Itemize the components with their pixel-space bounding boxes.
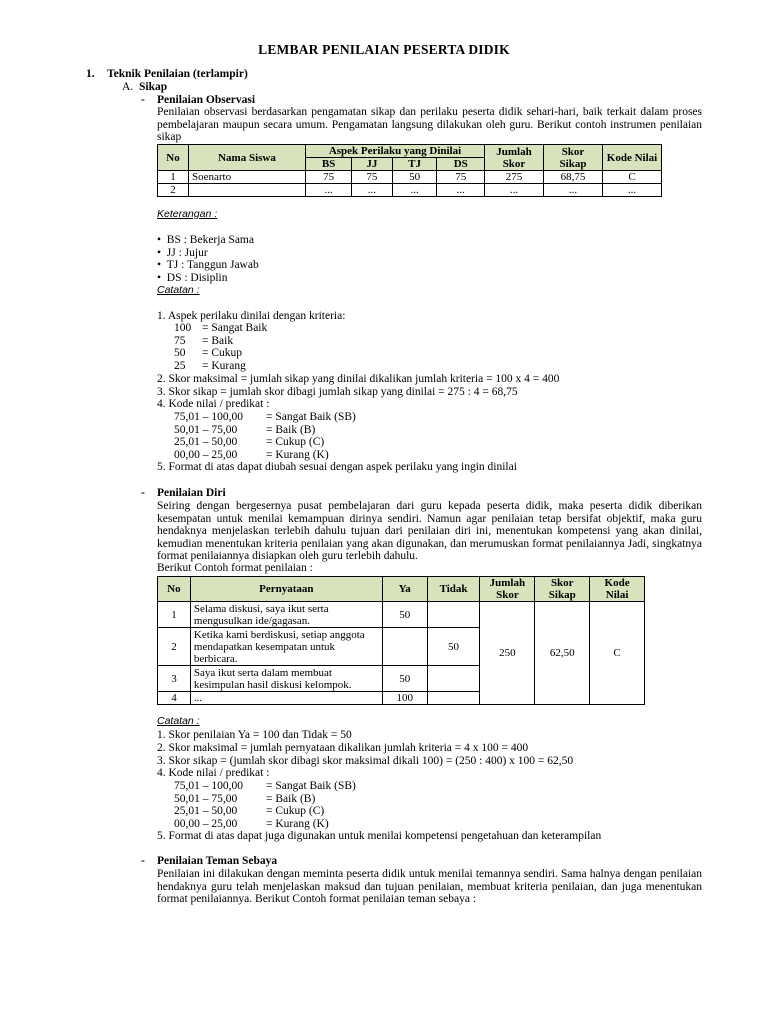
list-item: 50 = Cukup (174, 347, 243, 360)
header-kode: Kode Nilai (590, 577, 645, 602)
header-nama: Nama Siswa (189, 145, 306, 171)
cell: Ketika kami berdiskusi, setiap anggota mendapatkan kesempatan untuk berbicara. (190, 628, 382, 666)
list-item: 75 = Baik (174, 334, 234, 347)
list-item: 50,01 – 75,00 = Baik (B) (174, 792, 316, 805)
keterangan-list (157, 234, 259, 284)
predikat-list (174, 411, 356, 461)
note-3: 3. Skor sikap = jumlah skor dibagi jumlah sikap yang dinilai = 275 : 4 = 68,75 (157, 386, 518, 398)
section-heading: Teknik Penilaian (terlampir) (107, 68, 248, 80)
kriteria-list (174, 322, 267, 372)
cell: Soenarto (189, 171, 306, 184)
cell: 50 (427, 628, 480, 666)
header-no: No (158, 145, 189, 171)
observasi-paragraph: Penilaian observasi berdasarkan pengamatan sikap dan perilaku peserta didik sehari-hari, baik terkait dalam proses pembelajaran maupun secara umum. Pengamatan langsung dilakukan oleh guru. Berikut contoh instrumen penilaian sikap (157, 106, 702, 144)
cell-kode: C (590, 602, 645, 705)
observasi-heading: Penilaian Observasi (157, 94, 256, 106)
cell-jumlah: 250 (480, 602, 535, 705)
header-kode: Kode Nilai (603, 145, 662, 171)
header-jj: JJ (352, 158, 393, 171)
predikat-list (174, 780, 356, 830)
table-row (158, 184, 662, 197)
cell: 50 (382, 666, 427, 692)
diri-heading: Penilaian Diri (157, 487, 226, 499)
diri-paragraph-last: Berikut Contoh format penilaian : (157, 562, 313, 574)
observasi-table (157, 144, 662, 197)
cell: 275 (485, 171, 544, 184)
cell: 75 (437, 171, 485, 184)
cell: ... (603, 184, 662, 197)
cell: Selama diskusi, saya ikut serta mengusulkan ide/gagasan. (190, 602, 382, 628)
header-no: No (158, 577, 191, 602)
diri-paragraph: Seiring dengan bergesernya pusat pembelajaran dari guru kepada peserta didik, maka peserta didik diberikan kesempatan untuk menilai kemampuan dirinya sendiri. Namun agar penilaian tetap bersifat objektif, maka guru hendaknya menjelaskan terlebih dahulu tujuan dari penilaian diri ini, menentukan kompetensi yang akan dinilai, kemudian menentukan kriteria penilaian yang akan digunakan, dan merumuskan format penilaiannya Jadi, singkatnya format penilaiannya disiapkan oleh guru terlebih dahulu. (157, 500, 702, 563)
list-item: • TJ : Tanggun Jawab (157, 259, 259, 272)
header-tidak: Tidak (427, 577, 480, 602)
diri-table (157, 576, 645, 705)
header-skor: Skor Sikap (535, 577, 590, 602)
cell: ... (306, 184, 352, 197)
note-4: 4. Kode nilai / predikat : (157, 398, 270, 410)
header-ds: DS (437, 158, 485, 171)
note-1: 1. Aspek perilaku dinilai dengan kriteria: (157, 310, 346, 322)
list-item: 75,01 – 100,00 = Sangat Baik (SB) (174, 411, 356, 423)
keterangan-label: Keterangan : (157, 208, 218, 220)
cell: ... (544, 184, 603, 197)
note-3: 3. Skor sikap = (jumlah skor dibagi skor maksimal dikali 100) = (250 : 400) x 100 = 62,50 (157, 755, 574, 767)
list-item: 00,00 – 25,00 = Kurang (K) (174, 448, 329, 461)
cell: ... (190, 692, 382, 705)
cell: ... (437, 184, 485, 197)
table-row (158, 602, 645, 628)
bullet-dash: - (141, 94, 145, 106)
subsection-letter: A. (122, 81, 134, 93)
list-item: 25,01 – 50,00 = Cukup (C) (174, 436, 325, 449)
cell: 2 (158, 184, 189, 197)
cell: 2 (158, 628, 191, 666)
bullet-dash: - (141, 487, 145, 499)
cell: ... (352, 184, 393, 197)
note-1: 1. Skor penilaian Ya = 100 dan Tidak = 50 (157, 729, 352, 741)
table-row (158, 171, 662, 184)
cell-skor: 62,50 (535, 602, 590, 705)
note-5: 5. Format di atas dapat juga digunakan untuk menilai kompetensi pengetahuan dan keterampilan (157, 830, 602, 842)
cell: 100 (382, 692, 427, 705)
list-item: 25,01 – 50,00 = Cukup (C) (174, 805, 325, 818)
cell: ... (392, 184, 437, 197)
section-number: 1. (86, 68, 95, 80)
list-item: • JJ : Jujur (157, 246, 208, 259)
cell (382, 628, 427, 666)
cell: 68,75 (544, 171, 603, 184)
cell: 4 (158, 692, 191, 705)
catatan-label: Catatan : (157, 284, 200, 296)
cell: Saya ikut serta dalam membuat kesimpulan hasil diskusi kelompok. (190, 666, 382, 692)
note-4: 4. Kode nilai / predikat : (157, 767, 270, 779)
cell: 3 (158, 666, 191, 692)
cell (427, 666, 480, 692)
header-skor: Skor Sikap (544, 145, 603, 171)
cell (189, 184, 306, 197)
list-item: • DS : Disiplin (157, 271, 228, 284)
bullet-dash: - (141, 855, 145, 867)
list-item: 100 = Sangat Baik (174, 322, 268, 334)
note-2: 2. Skor maksimal = jumlah sikap yang dinilai dikalikan jumlah kriteria = 100 x 4 = 400 (157, 373, 560, 385)
note-5: 5. Format di atas dapat diubah sesuai dengan aspek perilaku yang ingin dinilai (157, 461, 517, 473)
cell: 50 (382, 602, 427, 628)
cell: 75 (352, 171, 393, 184)
list-item: 25 = Kurang (174, 359, 246, 372)
teman-heading: Penilaian Teman Sebaya (157, 855, 278, 867)
cell: 1 (158, 602, 191, 628)
cell: ... (485, 184, 544, 197)
subsection-heading: Sikap (139, 81, 168, 93)
cell (427, 602, 480, 628)
note-2: 2. Skor maksimal = jumlah pernyataan dikalikan jumlah kriteria = 4 x 100 = 400 (157, 742, 529, 754)
header-tj: TJ (392, 158, 437, 171)
list-item: 75,01 – 100,00 = Sangat Baik (SB) (174, 780, 356, 792)
header-jumlah: Jumlah Skor (480, 577, 535, 602)
header-pernyataan: Pernyataan (190, 577, 382, 602)
header-ya: Ya (382, 577, 427, 602)
list-item: 00,00 – 25,00 = Kurang (K) (174, 817, 329, 830)
header-bs: BS (306, 158, 352, 171)
list-item: 50,01 – 75,00 = Baik (B) (174, 423, 316, 436)
catatan-label: Catatan : (157, 715, 200, 727)
teman-paragraph: Penilaian ini dilakukan dengan meminta peserta didik untuk menilai temannya sendiri. Sama halnya dengan penilaian hendaknya guru telah menjelaskan maksud dan tujuan penilaian, membuat kriteria penilaian, dan juga menentukan format penilaiannya. Berikut Contoh format penilaian teman sebaya : (157, 868, 702, 906)
cell (427, 692, 480, 705)
page-title: LEMBAR PENILAIAN PESERTA DIDIK (258, 42, 510, 57)
header-aspek: Aspek Perilaku yang Dinilai (306, 145, 485, 158)
list-item: • BS : Bekerja Sama (157, 234, 254, 246)
cell: C (603, 171, 662, 184)
cell: 50 (392, 171, 437, 184)
cell: 1 (158, 171, 189, 184)
header-jumlah: Jumlah Skor (485, 145, 544, 171)
cell: 75 (306, 171, 352, 184)
